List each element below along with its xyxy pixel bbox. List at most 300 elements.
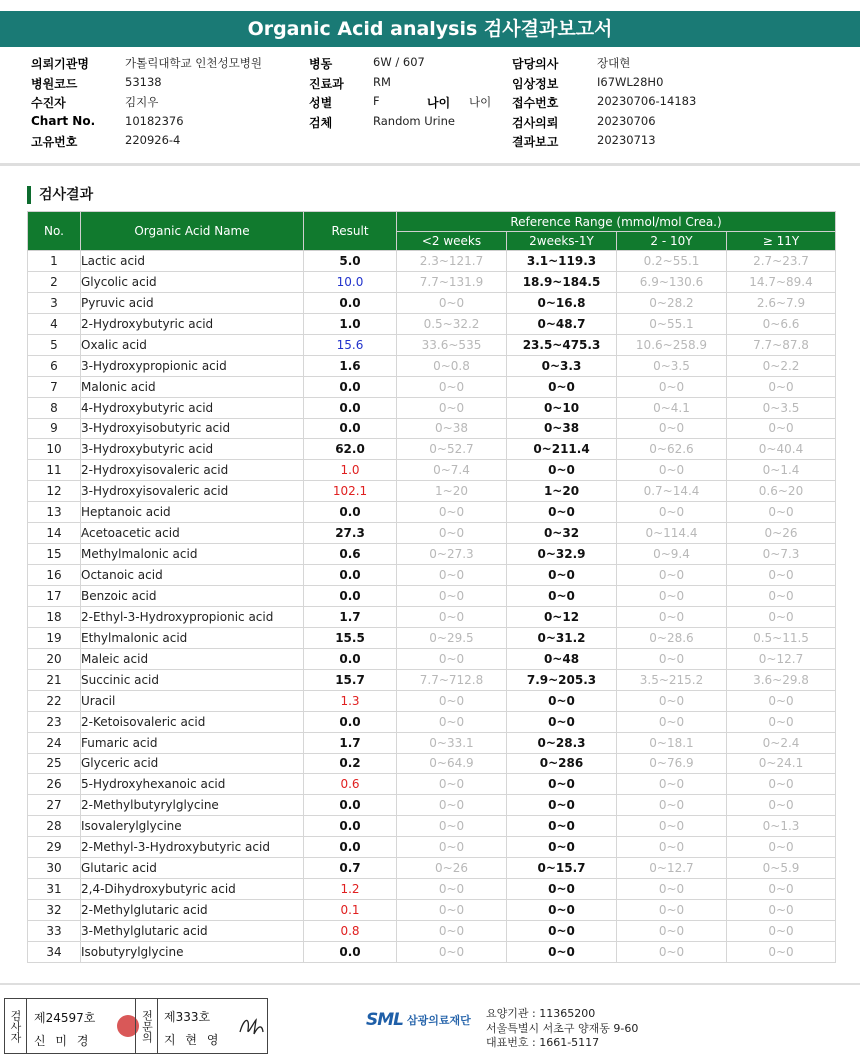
ref-lt2w: 0~0 [397, 774, 507, 795]
row-no: 3 [28, 292, 81, 313]
table-row [28, 858, 836, 879]
row-no: 15 [28, 544, 81, 565]
ref-lt2w: 0~0 [397, 586, 507, 607]
ref-lt2w: 0~29.5 [397, 627, 507, 648]
ref-2w-1y: 0~286 [507, 753, 617, 774]
tester-name: 신 미 경 [34, 1034, 92, 1048]
acid-name: 2-Methylbutyrylglycine [81, 795, 304, 816]
ref-ge11y: 0~0 [727, 418, 836, 439]
ref-ge11y: 0~0 [727, 502, 836, 523]
contact-code: 요양기관 : 11365200 [486, 1007, 596, 1020]
sml-logo [366, 1010, 471, 1030]
ref-2-10y: 0~0 [617, 648, 727, 669]
ref-ge11y: 14.7~89.4 [727, 271, 836, 292]
acid-name: 3-Methylglutaric acid [81, 921, 304, 942]
result-value: 0.0 [304, 565, 397, 586]
dept-value: RM [373, 74, 391, 89]
ref-2-10y: 0~0 [617, 586, 727, 607]
reviewer-label [136, 998, 158, 1054]
ref-2-10y: 0~55.1 [617, 313, 727, 334]
ref-ge11y: 0~7.3 [727, 544, 836, 565]
row-no: 1 [28, 251, 81, 272]
clinical-label: 임상정보 [512, 76, 559, 91]
table-row [28, 397, 836, 418]
sex-value: F [373, 94, 380, 108]
results-body [28, 251, 836, 963]
hospital-code-label: 병원코드 [31, 76, 78, 91]
ref-lt2w: 0~64.9 [397, 753, 507, 774]
result-value: 0.7 [304, 858, 397, 879]
ref-2-10y: 0~3.5 [617, 355, 727, 376]
acid-name: Isovalerylglycine [81, 816, 304, 837]
chart-value: 10182376 [125, 113, 184, 128]
section-title: 검사결과 [27, 186, 93, 204]
table-row [28, 879, 836, 900]
ref-ge11y: 0~1.3 [727, 816, 836, 837]
ref-2w-1y: 0~0 [507, 565, 617, 586]
acid-name: Heptanoic acid [81, 502, 304, 523]
table-row [28, 439, 836, 460]
table-row [28, 921, 836, 942]
acid-name: Maleic acid [81, 648, 304, 669]
table-row [28, 669, 836, 690]
tester-license: 제24597호 [34, 1011, 96, 1025]
acid-name: Glutaric acid [81, 858, 304, 879]
row-no: 21 [28, 669, 81, 690]
result-value: 1.0 [304, 460, 397, 481]
unique-value: 220926-4 [125, 133, 181, 147]
row-no: 8 [28, 397, 81, 418]
row-no: 31 [28, 879, 81, 900]
table-row [28, 481, 836, 502]
ref-lt2w: 0~0 [397, 397, 507, 418]
patient-label: 수진자 [31, 96, 66, 110]
result-value: 0.2 [304, 753, 397, 774]
result-value: 15.5 [304, 627, 397, 648]
row-no: 11 [28, 460, 81, 481]
divider [0, 983, 860, 985]
ref-ge11y: 0~2.2 [727, 355, 836, 376]
request-value: 20230706 [597, 113, 656, 128]
ref-lt2w: 0~52.7 [397, 439, 507, 460]
row-no: 9 [28, 418, 81, 439]
ref-lt2w: 0~0 [397, 879, 507, 900]
chart-label: Chart No. [31, 113, 96, 128]
acid-name: Pyruvic acid [81, 292, 304, 313]
row-no: 32 [28, 900, 81, 921]
results-table [27, 211, 836, 963]
col-no-header: No. [28, 212, 81, 251]
ref-ge11y: 3.6~29.8 [727, 669, 836, 690]
ref-lt2w: 0~7.4 [397, 460, 507, 481]
ref-ge11y: 2.7~23.7 [727, 251, 836, 272]
ref-2w-1y: 0~48.7 [507, 313, 617, 334]
table-row [28, 523, 836, 544]
ref-lt2w: 0~0 [397, 292, 507, 313]
ref-2-10y: 3.5~215.2 [617, 669, 727, 690]
ref-ge11y: 0.5~11.5 [727, 627, 836, 648]
row-no: 5 [28, 334, 81, 355]
ref-2w-1y: 0~211.4 [507, 439, 617, 460]
reviewer-box [135, 998, 268, 1054]
acid-name: 3-Hydroxybutyric acid [81, 439, 304, 460]
result-value: 1.2 [304, 879, 397, 900]
ref-col-header: 2weeks-1Y [507, 232, 617, 251]
row-no: 20 [28, 648, 81, 669]
result-value: 0.0 [304, 502, 397, 523]
info-row [31, 114, 831, 134]
row-no: 2 [28, 271, 81, 292]
result-value: 0.0 [304, 586, 397, 607]
divider [0, 163, 860, 166]
ref-ge11y: 2.6~7.9 [727, 292, 836, 313]
row-no: 29 [28, 837, 81, 858]
row-no: 23 [28, 711, 81, 732]
result-value: 1.6 [304, 355, 397, 376]
row-no: 30 [28, 858, 81, 879]
ref-col-header: 2 - 10Y [617, 232, 727, 251]
institution-value: 가톨릭대학교 인천성모병원 [125, 56, 262, 70]
ref-ge11y: 0~6.6 [727, 313, 836, 334]
ref-2-10y: 0~0 [617, 921, 727, 942]
table-row [28, 502, 836, 523]
table-row [28, 565, 836, 586]
unique-label: 고유번호 [31, 135, 78, 149]
acid-name: 3-Hydroxypropionic acid [81, 355, 304, 376]
ref-lt2w: 0~0 [397, 837, 507, 858]
reviewer-license: 제333호 [164, 1010, 211, 1024]
ref-2w-1y: 0~31.2 [507, 627, 617, 648]
ref-2w-1y: 0~0 [507, 711, 617, 732]
acid-name: Glyceric acid [81, 753, 304, 774]
ref-ge11y: 0~24.1 [727, 753, 836, 774]
clinical-value: I67WL28H0 [597, 74, 664, 89]
ref-ge11y: 0~5.9 [727, 858, 836, 879]
table-row [28, 292, 836, 313]
info-row [31, 133, 831, 153]
ref-2-10y: 0~0 [617, 565, 727, 586]
row-no: 4 [28, 313, 81, 334]
acid-name: 2-Ethyl-3-Hydroxypropionic acid [81, 606, 304, 627]
ref-2-10y: 0~28.6 [617, 627, 727, 648]
report-title: Organic Acid analysis 검사결과보고서 [0, 11, 860, 47]
ref-lt2w: 0~0 [397, 900, 507, 921]
info-row [31, 94, 831, 114]
ref-lt2w: 1~20 [397, 481, 507, 502]
row-no: 16 [28, 565, 81, 586]
acid-name: 4-Hydroxybutyric acid [81, 397, 304, 418]
ref-lt2w: 2.3~121.7 [397, 251, 507, 272]
ref-2-10y: 0~114.4 [617, 523, 727, 544]
ref-lt2w: 0~0 [397, 941, 507, 962]
ref-ge11y: 0~0 [727, 586, 836, 607]
ref-lt2w: 0~0 [397, 816, 507, 837]
ref-lt2w: 7.7~712.8 [397, 669, 507, 690]
ref-2w-1y: 0~16.8 [507, 292, 617, 313]
ref-2-10y: 0~4.1 [617, 397, 727, 418]
row-no: 24 [28, 732, 81, 753]
ref-2-10y: 0~0 [617, 795, 727, 816]
ref-lt2w: 0~0 [397, 795, 507, 816]
ref-2w-1y: 0~32 [507, 523, 617, 544]
table-row [28, 711, 836, 732]
ref-ge11y: 0~0 [727, 376, 836, 397]
acid-name: Lactic acid [81, 251, 304, 272]
acid-name: Ethylmalonic acid [81, 627, 304, 648]
table-row [28, 648, 836, 669]
result-value: 1.7 [304, 732, 397, 753]
ref-ge11y: 0~26 [727, 523, 836, 544]
table-row [28, 627, 836, 648]
ref-2-10y: 0~0 [617, 900, 727, 921]
ref-2w-1y: 0~48 [507, 648, 617, 669]
ref-2w-1y: 0~0 [507, 502, 617, 523]
report-label: 결과보고 [512, 135, 559, 149]
contact-info [486, 1007, 638, 1051]
receipt-value: 20230706-14183 [597, 94, 697, 108]
acid-name: 2,4-Dihydroxybutyric acid [81, 879, 304, 900]
table-row [28, 251, 836, 272]
ref-lt2w: 0~0 [397, 376, 507, 397]
receipt-label: 접수번호 [512, 96, 559, 110]
result-value: 0.0 [304, 397, 397, 418]
result-value: 0.0 [304, 418, 397, 439]
info-row [31, 75, 831, 95]
table-row [28, 313, 836, 334]
ref-2-10y: 0~0 [617, 460, 727, 481]
ref-lt2w: 0~0 [397, 690, 507, 711]
result-value: 15.7 [304, 669, 397, 690]
table-row [28, 606, 836, 627]
doctor-label: 담당의사 [512, 57, 559, 71]
row-no: 22 [28, 690, 81, 711]
patient-info [31, 55, 831, 153]
table-row [28, 460, 836, 481]
row-no: 34 [28, 941, 81, 962]
table-row [28, 732, 836, 753]
acid-name: Acetoacetic acid [81, 523, 304, 544]
result-value: 1.0 [304, 313, 397, 334]
age-value: 나이 [469, 95, 492, 109]
row-no: 10 [28, 439, 81, 460]
result-value: 0.0 [304, 941, 397, 962]
reference-range-header: Reference Range (mmol/mol Crea.) [397, 212, 836, 232]
ref-lt2w: 7.7~131.9 [397, 271, 507, 292]
ref-2-10y: 0~0 [617, 606, 727, 627]
table-row [28, 941, 836, 962]
ref-2-10y: 0~12.7 [617, 858, 727, 879]
ref-ge11y: 0.6~20 [727, 481, 836, 502]
report-value: 20230713 [597, 133, 656, 147]
result-value: 0.0 [304, 648, 397, 669]
ref-lt2w: 0~27.3 [397, 544, 507, 565]
row-no: 19 [28, 627, 81, 648]
acid-name: 2-Ketoisovaleric acid [81, 711, 304, 732]
result-value: 102.1 [304, 481, 397, 502]
ref-2w-1y: 0~0 [507, 376, 617, 397]
table-row [28, 753, 836, 774]
ref-2w-1y: 0~0 [507, 816, 617, 837]
acid-name: Oxalic acid [81, 334, 304, 355]
ref-2w-1y: 0~0 [507, 941, 617, 962]
table-row [28, 837, 836, 858]
ref-2w-1y: 0~0 [507, 586, 617, 607]
result-value: 0.0 [304, 376, 397, 397]
info-row [31, 55, 831, 75]
dept-label: 진료과 [309, 76, 344, 91]
ref-2w-1y: 0~28.3 [507, 732, 617, 753]
result-value: 0.0 [304, 837, 397, 858]
ref-lt2w: 0~0 [397, 502, 507, 523]
request-label: 검사의뢰 [512, 115, 559, 130]
ref-2w-1y: 0~0 [507, 900, 617, 921]
logo-org: 삼광의료재단 [407, 1014, 471, 1027]
ref-2w-1y: 0~0 [507, 837, 617, 858]
ref-ge11y: 0~0 [727, 711, 836, 732]
hospital-code-value: 53138 [125, 74, 162, 89]
acid-name: 2-Hydroxybutyric acid [81, 313, 304, 334]
ref-2w-1y: 0~0 [507, 460, 617, 481]
ref-ge11y: 7.7~87.8 [727, 334, 836, 355]
ref-ge11y: 0~0 [727, 606, 836, 627]
contact-phone: 대표번호 : 1661-5117 [486, 1036, 600, 1049]
ref-2-10y: 0~0 [617, 879, 727, 900]
result-value: 0.1 [304, 900, 397, 921]
ref-lt2w: 0.5~32.2 [397, 313, 507, 334]
table-row [28, 334, 836, 355]
result-value: 0.0 [304, 795, 397, 816]
result-value: 27.3 [304, 523, 397, 544]
specimen-label: 검체 [309, 115, 333, 130]
acid-name: 3-Hydroxyisobutyric acid [81, 418, 304, 439]
ref-ge11y: 0~1.4 [727, 460, 836, 481]
ref-ge11y: 0~0 [727, 921, 836, 942]
ref-lt2w: 0~0 [397, 565, 507, 586]
ref-2-10y: 0~0 [617, 502, 727, 523]
acid-name: Octanoic acid [81, 565, 304, 586]
reviewer-cell [158, 998, 268, 1054]
row-no: 17 [28, 586, 81, 607]
ref-2w-1y: 0~15.7 [507, 858, 617, 879]
logo-mark: SML [366, 1010, 403, 1030]
ref-2w-1y: 0~0 [507, 690, 617, 711]
reviewer-name: 지 현 영 [164, 1033, 222, 1047]
row-no: 26 [28, 774, 81, 795]
result-value: 0.0 [304, 292, 397, 313]
ref-lt2w: 0~0 [397, 648, 507, 669]
ref-2-10y: 0~0 [617, 690, 727, 711]
ref-2w-1y: 0~0 [507, 921, 617, 942]
table-row [28, 900, 836, 921]
table-row [28, 376, 836, 397]
institution-label: 의뢰기관명 [31, 57, 89, 71]
result-value: 10.0 [304, 271, 397, 292]
row-no: 12 [28, 481, 81, 502]
table-row [28, 795, 836, 816]
ref-2-10y: 0.2~55.1 [617, 251, 727, 272]
ref-2w-1y: 18.9~184.5 [507, 271, 617, 292]
signature-icon [236, 1012, 266, 1040]
result-value: 5.0 [304, 251, 397, 272]
row-no: 25 [28, 753, 81, 774]
ref-2-10y: 0~0 [617, 941, 727, 962]
table-row [28, 586, 836, 607]
row-no: 28 [28, 816, 81, 837]
ref-lt2w: 0~38 [397, 418, 507, 439]
ref-lt2w: 0~0 [397, 523, 507, 544]
ref-lt2w: 0~0.8 [397, 355, 507, 376]
result-value: 1.3 [304, 690, 397, 711]
ref-2w-1y: 0~12 [507, 606, 617, 627]
acid-name: 2-Hydroxyisovaleric acid [81, 460, 304, 481]
specimen-value: Random Urine [373, 113, 455, 128]
ref-2-10y: 0~76.9 [617, 753, 727, 774]
row-no: 7 [28, 376, 81, 397]
patient-value: 김지우 [125, 95, 159, 109]
ref-col-header: ≥ 11Y [727, 232, 836, 251]
result-value: 0.0 [304, 816, 397, 837]
ref-2w-1y: 7.9~205.3 [507, 669, 617, 690]
ref-2-10y: 0~9.4 [617, 544, 727, 565]
acid-name: Uracil [81, 690, 304, 711]
table-row [28, 690, 836, 711]
ref-2-10y: 0~0 [617, 837, 727, 858]
acid-name: Malonic acid [81, 376, 304, 397]
table-row [28, 544, 836, 565]
ref-2-10y: 0.7~14.4 [617, 481, 727, 502]
row-no: 13 [28, 502, 81, 523]
table-row [28, 418, 836, 439]
result-value: 62.0 [304, 439, 397, 460]
acid-name: 5-Hydroxyhexanoic acid [81, 774, 304, 795]
ward-label: 병동 [309, 57, 333, 71]
table-row [28, 271, 836, 292]
ref-2-10y: 0~0 [617, 376, 727, 397]
table-row [28, 816, 836, 837]
acid-name: Succinic acid [81, 669, 304, 690]
ref-ge11y: 0~40.4 [727, 439, 836, 460]
ref-lt2w: 0~26 [397, 858, 507, 879]
ref-2w-1y: 0~0 [507, 795, 617, 816]
ref-2-10y: 0~18.1 [617, 732, 727, 753]
table-row [28, 355, 836, 376]
ref-2w-1y: 0~10 [507, 397, 617, 418]
acid-name: Glycolic acid [81, 271, 304, 292]
ref-2w-1y: 0~38 [507, 418, 617, 439]
ref-2-10y: 0~28.2 [617, 292, 727, 313]
ref-2-10y: 0~0 [617, 711, 727, 732]
doctor-value: 장대현 [597, 56, 631, 70]
ref-lt2w: 0~33.1 [397, 732, 507, 753]
ref-2-10y: 0~0 [617, 816, 727, 837]
row-no: 14 [28, 523, 81, 544]
ref-ge11y: 0~0 [727, 774, 836, 795]
sex-label: 성별 [309, 96, 333, 110]
result-value: 0.8 [304, 921, 397, 942]
ref-2w-1y: 0~0 [507, 774, 617, 795]
contact-address: 서울특별시 서초구 양재동 9-60 [486, 1021, 639, 1035]
acid-name: Methylmalonic acid [81, 544, 304, 565]
tester-label-text: 검사자 [9, 1009, 22, 1043]
ref-col-header: <2 weeks [397, 232, 507, 251]
ref-2w-1y: 23.5~475.3 [507, 334, 617, 355]
ref-ge11y: 0~3.5 [727, 397, 836, 418]
ref-2w-1y: 0~32.9 [507, 544, 617, 565]
result-value: 0.0 [304, 711, 397, 732]
ref-2-10y: 6.9~130.6 [617, 271, 727, 292]
ref-lt2w: 33.6~535 [397, 334, 507, 355]
ref-lt2w: 0~0 [397, 711, 507, 732]
